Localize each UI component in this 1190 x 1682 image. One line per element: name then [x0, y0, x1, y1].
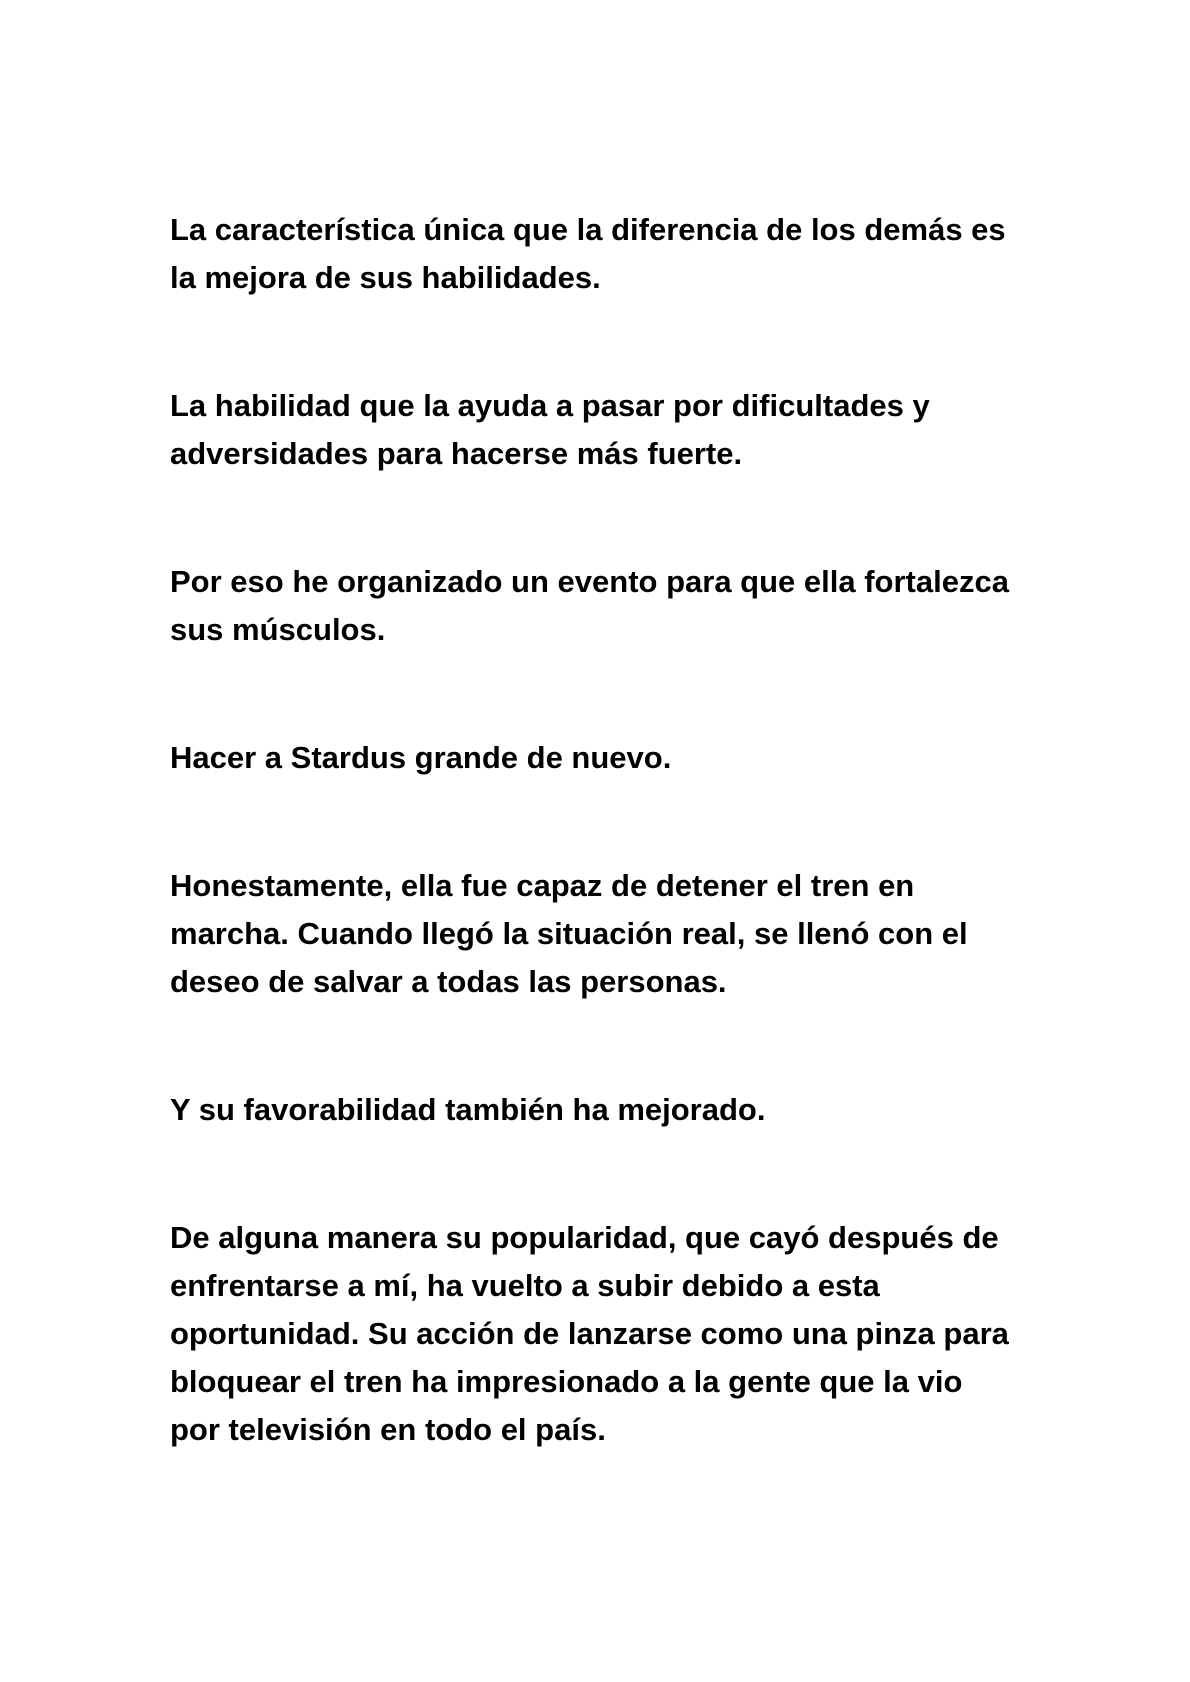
paragraph-line: De alguna manera su popularidad, que cayó después de [170, 1220, 999, 1255]
paragraph-5 [170, 862, 1070, 1006]
paragraph-line: La característica única que la diferencia de los demás es [170, 212, 1006, 247]
paragraph-line: sus músculos. [170, 612, 386, 647]
paragraph-line: oportunidad. Su acción de lanzarse como una pinza para [170, 1316, 1009, 1351]
paragraph-1 [170, 206, 1070, 302]
paragraph-line: Hacer a Stardus grande de nuevo. [170, 740, 672, 775]
paragraph-line: marcha. Cuando llegó la situación real, se llenó con el [170, 916, 968, 951]
paragraph-6 [170, 1086, 1070, 1134]
paragraph-line: Honestamente, ella fue capaz de detener el tren en [170, 868, 915, 903]
paragraph-line: enfrentarse a mí, ha vuelto a subir debido a esta [170, 1268, 880, 1303]
paragraph-7 [170, 1214, 1070, 1454]
paragraph-line: Por eso he organizado un evento para que ella fortalezca [170, 564, 1009, 599]
paragraph-line: adversidades para hacerse más fuerte. [170, 436, 743, 471]
paragraph-2 [170, 382, 1070, 478]
paragraph-line: La habilidad que la ayuda a pasar por dificultades y [170, 388, 930, 423]
paragraph-3 [170, 558, 1070, 654]
paragraph-line: deseo de salvar a todas las personas. [170, 964, 727, 999]
paragraph-line: por televisión en todo el país. [170, 1412, 606, 1447]
paragraph-line: bloquear el tren ha impresionado a la gente que la vio [170, 1364, 963, 1399]
paragraph-line: la mejora de sus habilidades. [170, 260, 601, 295]
paragraph-4 [170, 734, 1070, 782]
paragraph-line: Y su favorabilidad también ha mejorado. [170, 1092, 766, 1127]
